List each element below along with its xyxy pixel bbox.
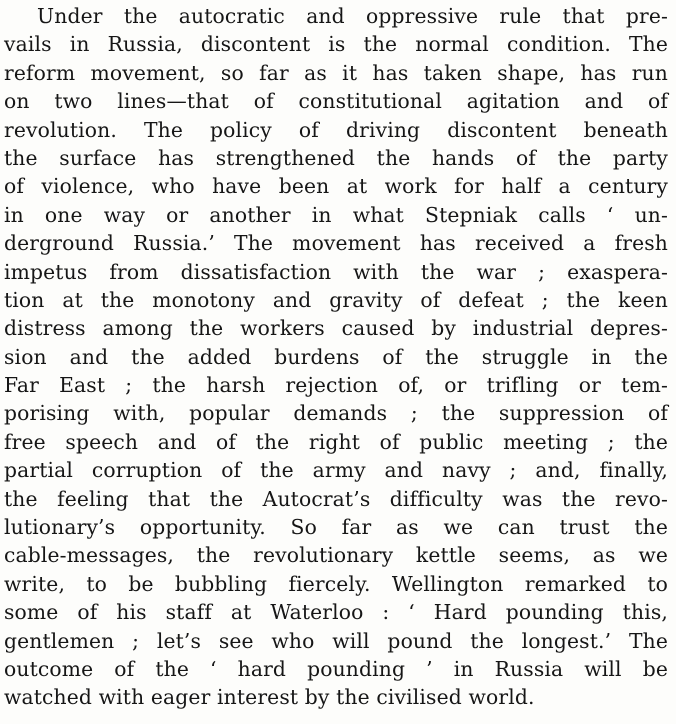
text-line: derground Russia.’ The movement has received a fresh [4, 231, 668, 256]
text-line: free speech and of the right of public meeting ; the [4, 429, 668, 454]
text-line: the feeling that the Autocrat’s difficulty was the revo- [4, 486, 668, 511]
text-line: impetus from dissatisfaction with the war ; exaspera- [4, 259, 668, 284]
text-line: tion at the monotony and gravity of defeat ; the keen [4, 287, 668, 312]
text-line: gentlemen ; let’s see who will pound the longest.’ The [4, 628, 668, 653]
text-line: the surface has strengthened the hands of the party [4, 145, 668, 170]
text-line: porising with, popular demands ; the suppression of [4, 401, 668, 426]
text-line: write, to be bubbling fiercely. Wellington remarked to [4, 571, 668, 596]
text-line: distress among the workers caused by industrial depres- [4, 316, 668, 341]
text-line: on two lines—that of constitutional agitation and of [4, 89, 668, 114]
text-line: Under the autocratic and oppressive rule that pre- [37, 4, 668, 28]
text-line: in one way or another in what Stepniak calls ‘ un- [4, 202, 668, 227]
text-line: vails in Russia, discontent is the normal condition. The [4, 32, 668, 57]
text-line: revolution. The policy of driving discontent beneath [4, 117, 668, 142]
text-line: watched with eager interest by the civilised world. [4, 685, 535, 710]
text-line: some of his staff at Waterloo : ‘ Hard pounding this, [4, 600, 668, 625]
text-line: lutionary’s opportunity. So far as we can trust the [4, 515, 668, 540]
article-paragraph [4, 2, 668, 712]
text-line: outcome of the ‘ hard pounding ’ in Russia will be [4, 656, 668, 681]
text-line: reform movement, so far as it has taken shape, has run [4, 60, 668, 85]
text-line: partial corruption of the army and navy ; and, finally, [4, 458, 668, 483]
text-line: sion and the added burdens of the struggle in the [4, 344, 668, 369]
text-line: cable-messages, the revolutionary kettle seems, as we [4, 543, 668, 568]
text-line: of violence, who have been at work for half a century [4, 174, 668, 199]
text-line: Far East ; the harsh rejection of, or trifling or tem- [4, 373, 668, 398]
